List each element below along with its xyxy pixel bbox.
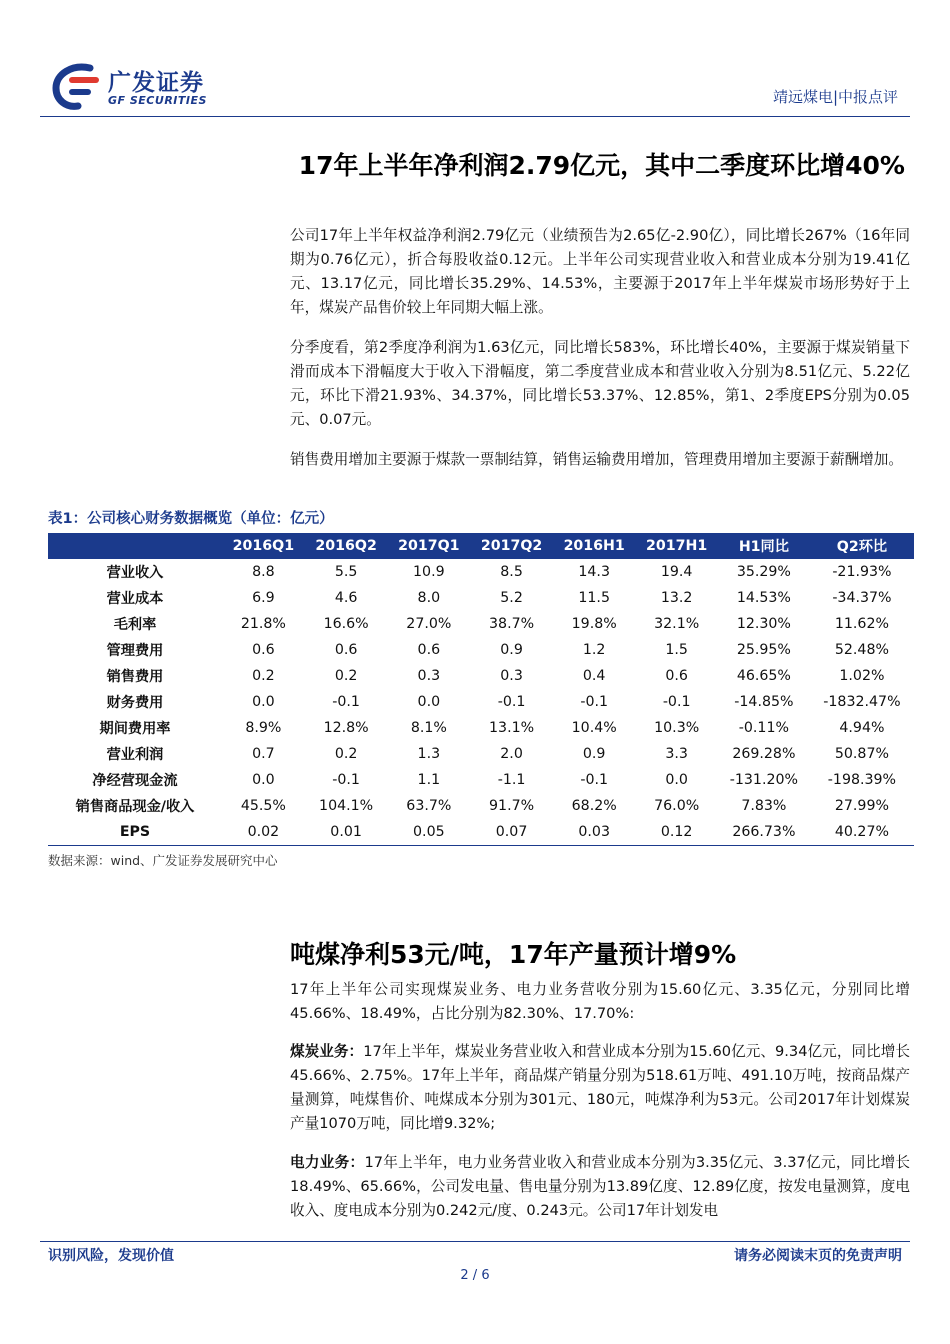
footer-slogan: 识别风险，发现价值 — [48, 1248, 174, 1264]
table-cell: 0.2 — [334, 668, 358, 684]
table-cell: 0.01 — [305, 819, 388, 846]
page-number: 2 / 6 — [460, 1268, 490, 1283]
table-cell: -1.1 — [497, 772, 526, 788]
row-label: 营业收入 — [106, 565, 164, 581]
col-header: 2017Q1 — [387, 533, 470, 559]
row-label: 期间费用率 — [99, 721, 171, 737]
power-business-paragraph — [290, 1151, 910, 1223]
table-cell: 2.0 — [500, 746, 523, 762]
table-cell: 0.6 — [665, 668, 688, 684]
table-cell: 5.5 — [334, 564, 358, 580]
row-label: 营业利润 — [106, 747, 164, 763]
table-cell: 1.3 — [417, 746, 441, 762]
gf-logo-icon — [50, 62, 102, 110]
table-cell: 63.7% — [406, 798, 452, 814]
table-cell: 19.4 — [660, 564, 693, 580]
table-cell: -131.20% — [729, 772, 798, 788]
table-cell: 1.5 — [665, 642, 688, 658]
row-label: 净经营现金流 — [92, 773, 178, 789]
col-header: 2017H1 — [635, 533, 717, 559]
table-row — [48, 793, 914, 819]
table-row — [48, 741, 914, 767]
table-cell: 27.99% — [834, 798, 889, 814]
table-cell: -14.85% — [734, 694, 794, 710]
table-cell: 16.6% — [323, 616, 369, 632]
table-cell: 0.0 — [665, 772, 688, 788]
table-cell: 27.0% — [406, 616, 452, 632]
table-row — [48, 559, 914, 585]
table-row — [48, 611, 914, 637]
table-cell: 45.5% — [240, 798, 286, 814]
row-label: 销售费用 — [106, 669, 164, 685]
table-cell: 52.48% — [834, 642, 889, 658]
section1-paragraph-3: 销售费用增加主要源于煤款一票制结算，销售运输费用增加，管理费用增加主要源于薪酬增加。 — [290, 451, 903, 468]
col-header: 2017Q2 — [470, 533, 553, 559]
table-cell: 0.07 — [470, 819, 553, 846]
table-cell: 14.3 — [578, 564, 610, 580]
table-header-row — [48, 533, 914, 559]
table-caption: 表1：公司核心财务数据概览（单位：亿元） — [48, 511, 334, 527]
table-cell: 1.2 — [582, 642, 606, 658]
row-label: 毛利率 — [113, 617, 157, 633]
table-cell: 38.7% — [489, 616, 535, 632]
table-cell: 10.4% — [571, 720, 617, 736]
table-cell: 35.29% — [736, 564, 791, 580]
table-cell: 1.1 — [417, 772, 441, 788]
footer-disclaimer: 请务必阅读末页的免责声明 — [734, 1248, 902, 1264]
report-tag: 靖远煤电|中报点评 — [772, 88, 898, 106]
table-cell: -0.1 — [662, 694, 691, 710]
table-cell: 32.1% — [654, 616, 700, 632]
table-cell: 0.4 — [582, 668, 606, 684]
table-cell: 0.0 — [252, 772, 275, 788]
power-business-label: 电力业务： — [290, 1154, 365, 1171]
table-cell: 0.9 — [500, 642, 523, 658]
table-cell: 68.2% — [571, 798, 617, 814]
table-row — [48, 715, 914, 741]
col-header: 2016H1 — [553, 533, 635, 559]
footer-divider — [40, 1241, 910, 1242]
table-cell: -0.1 — [332, 694, 360, 710]
table-cell: 8.0 — [417, 590, 441, 606]
table-row — [48, 689, 914, 715]
table-cell: 13.1% — [489, 720, 535, 736]
table-cell: 10.3% — [654, 720, 700, 736]
table-cell: -0.1 — [497, 694, 526, 710]
table-cell: 11.62% — [834, 616, 889, 632]
table-cell: 40.27% — [810, 819, 914, 846]
table-body — [48, 559, 914, 846]
table-cell: 0.0 — [252, 694, 275, 710]
table-cell: 266.73% — [718, 819, 810, 846]
table-cell: 1.02% — [839, 668, 885, 684]
table-cell: 0.0 — [417, 694, 441, 710]
table-cell: 0.2 — [252, 668, 275, 684]
table-cell: 0.3 — [417, 668, 441, 684]
coal-business-text: 17年上半年，煤炭业务营业收入和营业成本分别为15.60亿元、9.34亿元，同比增长45.66%、2.75%。17年上半年，商品煤产销量分别为518.61万吨、491.10万吨，按商品煤产量测算，吨煤售价、吨煤成本分别为301元、180元，吨煤净利为53元。公司2017年计划煤炭产量1070万吨，同比增9.32%; — [290, 1043, 910, 1132]
section1-paragraph-1: 公司17年上半年权益净利润2.79亿元（业绩预告为2.65亿-2.90亿），同比增长267%（16年同期为0.76亿元），折合每股收益0.12元。上半年公司实现营业收入和营业成本分别为19.41亿元、13.17亿元，同比增长35.29%、14.53%，主要源于2017年上半年煤炭市场形势好于上年，煤炭产品售价较上年同期大幅上涨。 — [290, 227, 910, 316]
financial-table — [48, 533, 914, 846]
table-cell: 5.2 — [500, 590, 523, 606]
table-cell: 50.87% — [834, 746, 889, 762]
table-cell: 46.65% — [736, 668, 791, 684]
table-cell: 104.1% — [319, 798, 374, 814]
col-header: 2016Q2 — [305, 533, 388, 559]
table-row — [48, 767, 914, 793]
table-cell: 76.0% — [654, 798, 700, 814]
table-cell: 0.12 — [635, 819, 717, 846]
table-cell: 0.2 — [334, 746, 358, 762]
table-cell: 3.3 — [665, 746, 688, 762]
row-label: EPS — [48, 819, 222, 846]
table-cell: 0.6 — [417, 642, 441, 658]
header-divider — [40, 116, 910, 117]
table-cell: 13.2 — [660, 590, 693, 606]
table-row — [48, 585, 914, 611]
row-label: 管理费用 — [106, 643, 164, 659]
table-cell: 25.95% — [736, 642, 791, 658]
table-cell: 0.9 — [582, 746, 606, 762]
brand-name-en: GF SECURITIES — [108, 94, 207, 107]
power-business-text: 17年上半年，电力业务营业收入和营业成本分别为3.35亿元、3.37亿元，同比增长18.49%、65.66%，公司发电量、售电量分别为13.89亿度、12.89亿度，按发电量测算，度电收入、度电成本分别为0.242元/度、0.243元。公司17年计划发电 — [290, 1154, 910, 1219]
table-cell: 8.5 — [500, 564, 523, 580]
table-cell: 4.6 — [334, 590, 358, 606]
table-source: 数据来源：wind、广发证券发展研究中心 — [48, 853, 278, 868]
table-row — [48, 637, 914, 663]
table-cell: 6.9 — [252, 590, 275, 606]
table-cell: 8.9% — [245, 720, 282, 736]
table-cell: 8.8 — [252, 564, 275, 580]
row-label: 营业成本 — [106, 591, 164, 607]
section1-paragraph-2: 分季度看，第2季度净利润为1.63亿元，同比增长583%，环比增长40%，主要源于煤炭销量下滑而成本下滑幅度大于收入下滑幅度，第二季度营业成本和营业收入分别为8.51亿元、5.22亿元，环比下滑21.93%、34.37%，同比增长53.37%、12.85%，第1、2季度EPS分别为0.05元、0.07元。 — [290, 339, 910, 428]
section2-heading: 吨煤净利53元/吨，17年产量预计增9% — [290, 940, 737, 969]
table-cell: 0.05 — [387, 819, 470, 846]
section2-intro: 17年上半年公司实现煤炭业务、电力业务营收分别为15.60亿元、3.35亿元，分别同比增45.66%、18.49%，占比分别为82.30%、17.70%: — [290, 981, 910, 1022]
table-cell: 11.5 — [578, 590, 610, 606]
brand-logo — [50, 62, 210, 112]
table-cell: 91.7% — [489, 798, 535, 814]
table-cell: -1832.47% — [823, 694, 901, 710]
row-label: 销售商品现金/收入 — [75, 799, 195, 815]
table-cell: 0.03 — [553, 819, 635, 846]
table-cell: -198.39% — [827, 772, 897, 788]
table-cell: 10.9 — [413, 564, 445, 580]
coal-business-paragraph — [290, 1040, 910, 1136]
col-header: H1同比 — [718, 533, 810, 559]
table-row — [48, 819, 914, 846]
table-cell: -0.1 — [580, 694, 609, 710]
col-header: 2016Q1 — [222, 533, 305, 559]
col-header: Q2环比 — [810, 533, 914, 559]
table-cell: -34.37% — [832, 590, 892, 606]
table-cell: 12.8% — [323, 720, 369, 736]
table-cell: 0.02 — [222, 819, 305, 846]
table-cell: 19.8% — [571, 616, 617, 632]
brand-name-cn: 广发证券 — [108, 70, 204, 96]
table-cell: -0.1 — [332, 772, 360, 788]
table-cell: 0.6 — [334, 642, 358, 658]
table-cell: 21.8% — [240, 616, 286, 632]
table-cell: 14.53% — [736, 590, 791, 606]
table-cell: 4.94% — [839, 720, 885, 736]
row-label: 财务费用 — [106, 695, 164, 711]
table-cell: 0.7 — [252, 746, 275, 762]
table-cell: -0.11% — [738, 720, 789, 736]
table-cell: 8.1% — [410, 720, 447, 736]
table-cell: 269.28% — [732, 746, 796, 762]
table-row — [48, 663, 914, 689]
section1-heading: 17年上半年净利润2.79亿元，其中二季度环比增40% — [298, 151, 905, 180]
table-cell: 7.83% — [741, 798, 787, 814]
coal-business-label: 煤炭业务： — [290, 1043, 364, 1060]
table-header-blank — [48, 533, 222, 559]
table-cell: -0.1 — [580, 772, 609, 788]
table-cell: 0.3 — [500, 668, 523, 684]
table-cell: 0.6 — [252, 642, 275, 658]
table-cell: 12.30% — [736, 616, 791, 632]
table-cell: -21.93% — [832, 564, 892, 580]
